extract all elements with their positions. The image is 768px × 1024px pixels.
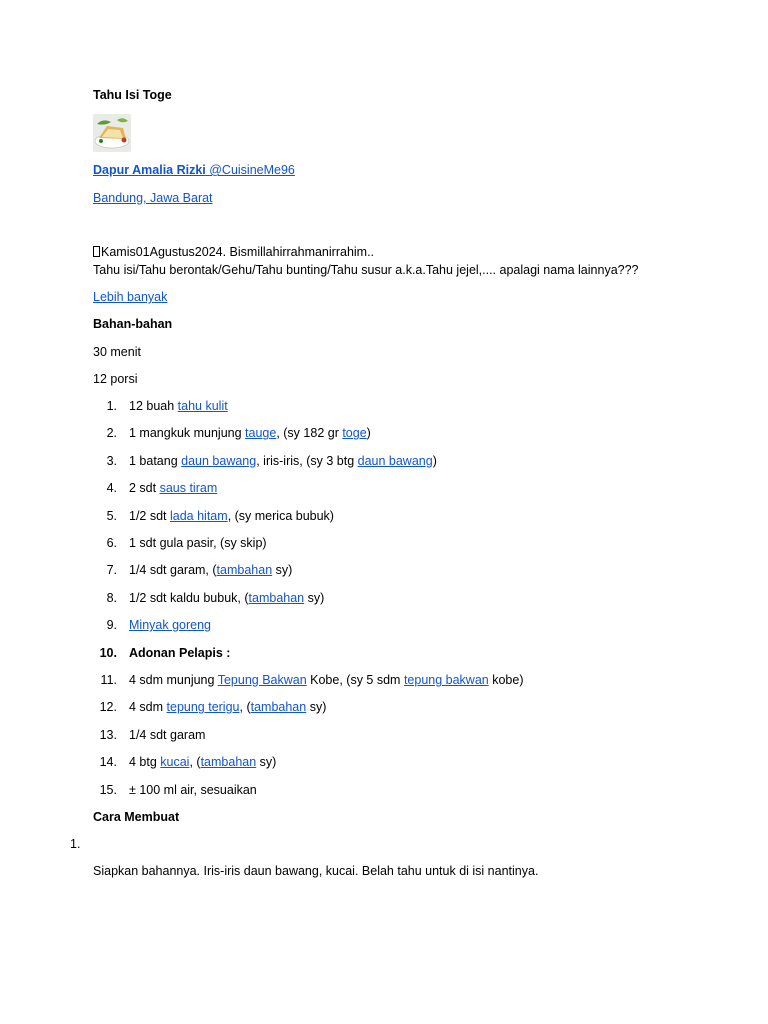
ingredient-link[interactable]: tepung terigu bbox=[166, 700, 240, 715]
recipe-thumbnail-image[interactable] bbox=[93, 114, 131, 152]
ingredient-text: 1 mangkuk munjung bbox=[129, 426, 246, 441]
ingredient-text: 4 sdm bbox=[129, 700, 167, 715]
ingredient-number: 10. bbox=[99, 645, 117, 660]
ingredient-item bbox=[93, 535, 267, 551]
ingredient-item bbox=[93, 562, 292, 578]
ingredient-link[interactable]: tauge bbox=[245, 426, 277, 441]
ingredient-number: 7. bbox=[106, 563, 117, 578]
ingredient-item bbox=[93, 425, 371, 441]
ingredient-text: Adonan Pelapis : bbox=[129, 645, 231, 660]
ingredient-item bbox=[93, 782, 257, 798]
ingredient-item bbox=[93, 398, 228, 414]
ingredient-text: 1/2 sdt bbox=[129, 508, 170, 523]
ingredient-text: , iris-iris, (sy 3 btg bbox=[256, 453, 358, 468]
ingredient-text: ± 100 ml air, sesuaikan bbox=[129, 782, 257, 797]
ingredient-number: 4. bbox=[106, 481, 117, 496]
location-link[interactable]: Bandung, Jawa Barat bbox=[93, 191, 213, 205]
ingredient-number: 14. bbox=[99, 755, 117, 770]
ingredient-text: 1/4 sdt garam, ( bbox=[129, 563, 217, 578]
ingredient-text: , (sy merica bubuk) bbox=[227, 508, 334, 523]
ingredient-link[interactable]: tambahan bbox=[216, 563, 273, 578]
ingredient-item bbox=[93, 590, 324, 606]
ingredient-link[interactable]: tepung bakwan bbox=[403, 673, 489, 687]
ingredient-number: 13. bbox=[99, 727, 117, 742]
ingredient-text: sy) bbox=[272, 563, 293, 578]
ingredient-text: , (sy 182 gr bbox=[276, 426, 343, 441]
ingredient-text: 1/4 sdt garam bbox=[129, 727, 206, 742]
ingredient-text: ) bbox=[432, 453, 437, 468]
ingredient-number: 5. bbox=[106, 508, 117, 523]
recipe-title: Tahu Isi Toge bbox=[93, 88, 172, 102]
ingredient-item bbox=[93, 617, 211, 633]
ingredient-number: 15. bbox=[99, 782, 117, 797]
ingredient-text: kobe) bbox=[488, 673, 524, 687]
step-number: 1. bbox=[70, 837, 81, 851]
ingredient-text: sy) bbox=[306, 700, 327, 715]
ingredient-text: 4 btg bbox=[129, 755, 161, 770]
location-line bbox=[93, 190, 213, 206]
ingredient-item bbox=[93, 699, 326, 715]
ingredient-text: 1/2 sdt kaldu bubuk, ( bbox=[129, 590, 249, 605]
ingredient-text: , ( bbox=[189, 755, 201, 770]
ingredient-text: sy) bbox=[304, 590, 325, 605]
ingredient-link[interactable]: tambahan bbox=[248, 590, 305, 605]
cook-time: 30 menit bbox=[93, 345, 141, 359]
more-link[interactable]: Lebih banyak bbox=[93, 290, 168, 304]
author-handle-link[interactable]: @CuisineMe96 bbox=[205, 163, 295, 177]
ingredients-heading: Bahan-bahan bbox=[93, 317, 173, 331]
step-number-row bbox=[70, 836, 139, 852]
servings: 12 porsi bbox=[93, 372, 138, 386]
ingredient-link[interactable]: kucai bbox=[160, 755, 190, 770]
ingredient-item bbox=[93, 645, 230, 661]
ingredient-number: 8. bbox=[106, 590, 117, 605]
more-line bbox=[93, 289, 167, 305]
ingredient-link[interactable]: tahu kulit bbox=[177, 399, 228, 413]
ingredient-text: Kobe, (sy 5 sdm bbox=[306, 673, 404, 687]
ingredient-link[interactable]: Minyak goreng bbox=[129, 618, 211, 633]
missing-glyph-icon bbox=[93, 246, 100, 257]
ingredient-number: 1. bbox=[106, 399, 117, 413]
ingredient-text: 4 sdm munjung bbox=[129, 673, 218, 687]
ingredient-item bbox=[93, 727, 205, 743]
intro-line-2: Tahu isi/Tahu berontak/Gehu/Tahu bunting/Tahu susur a.k.a.Tahu jejel,.... apalagi nama lainnya??? bbox=[93, 263, 639, 277]
author-line bbox=[93, 162, 295, 178]
ingredient-number: 11. bbox=[100, 673, 117, 687]
ingredient-number: 6. bbox=[106, 536, 117, 550]
ingredient-item bbox=[93, 672, 523, 688]
ingredient-text: 1 sdt gula pasir, (sy skip) bbox=[129, 536, 267, 550]
intro-line-1 bbox=[93, 244, 374, 260]
author-name-link[interactable]: Dapur Amalia Rizki bbox=[93, 163, 206, 177]
ingredient-number: 9. bbox=[106, 618, 117, 633]
ingredient-text: , ( bbox=[239, 700, 251, 715]
ingredient-item bbox=[93, 754, 276, 770]
ingredient-item bbox=[93, 508, 334, 524]
ingredient-link[interactable]: daun bawang bbox=[181, 453, 257, 468]
ingredient-item bbox=[93, 480, 217, 496]
ingredient-text: 1 batang bbox=[129, 453, 182, 468]
ingredient-link[interactable]: tambahan bbox=[200, 755, 257, 770]
ingredient-text: sy) bbox=[256, 755, 277, 770]
ingredient-number: 3. bbox=[106, 453, 117, 468]
ingredient-link[interactable]: tambahan bbox=[250, 700, 307, 715]
steps-heading: Cara Membuat bbox=[93, 810, 180, 824]
ingredient-link[interactable]: saus tiram bbox=[159, 481, 218, 496]
ingredient-number: 2. bbox=[106, 426, 117, 441]
intro-text-1: Kamis01Agustus2024. Bismillahirrahmanirrahim.. bbox=[101, 245, 375, 259]
ingredient-link[interactable]: Tepung Bakwan bbox=[217, 673, 307, 687]
food-photo-icon bbox=[93, 114, 131, 152]
ingredient-link[interactable]: lada hitam bbox=[170, 508, 228, 523]
ingredient-number: 12. bbox=[99, 700, 117, 715]
ingredient-link[interactable]: daun bawang bbox=[357, 453, 433, 468]
ingredient-text: 2 sdt bbox=[129, 481, 160, 496]
ingredient-item bbox=[93, 453, 437, 469]
ingredient-text: 12 buah bbox=[129, 399, 178, 413]
ingredient-link[interactable]: toge bbox=[342, 426, 367, 441]
ingredient-text: ) bbox=[366, 426, 371, 441]
step-text: Siapkan bahannya. Iris-iris daun bawang, kucai. Belah tahu untuk di isi nantinya. bbox=[93, 864, 539, 878]
